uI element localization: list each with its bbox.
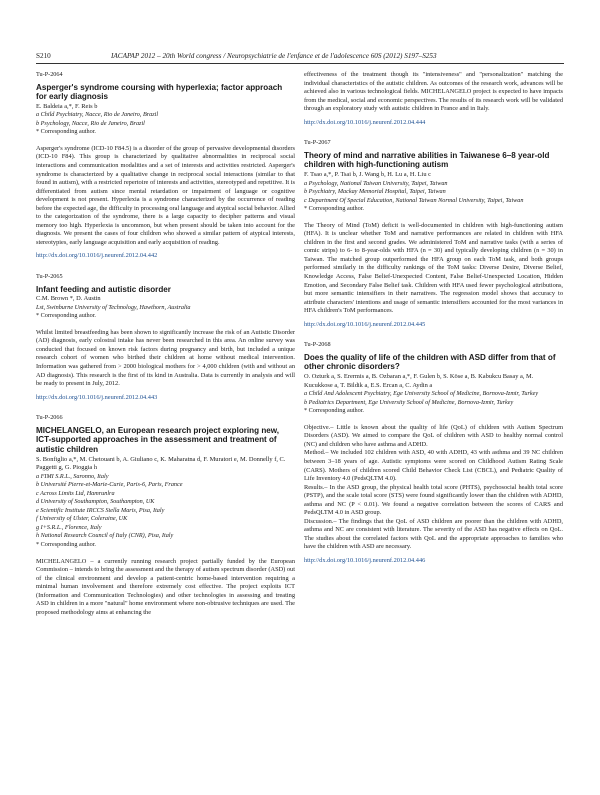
affiliation: Lst, Swinburne University of Technology, Hawthorn, Australia [36,303,191,311]
abstract-code: Tu-P-2068 [304,341,331,349]
doi-link[interactable]: http://dx.doi.org/10.1016/j.neurenf.2012.04.442 [36,252,158,260]
right-column [304,71,563,578]
corresponding-author-note: * Corresponding author. [36,540,96,548]
abstract-code: Tu-P-2067 [304,139,331,147]
abstract-objective: Objective.– Little is known about the quality of life (QoL) of children with Autism Spectrum Disorders (ASD). We aimed to compare the QoL of children with ASD to healthy normal control (NC) and children who have asthma and ADHD. [304,423,563,448]
doi-link[interactable]: http://dx.doi.org/10.1016/j.neurenf.2012.04.444 [304,118,426,126]
abstract-results: Results.– In the ASD group, the physical health total score (PHTS), psychosocial health total score (PSTP), and the scale total score (STS) were found significantly lower than the children with ADHD, asthma and NC (P < 0.01). We found a negative correlation between the scores of CARS and PedsQLTM 4.0 in ASD group. [304,483,563,517]
abstract-authors: O. Ozturk a, S. Erermis a, B. Ozbaran a,*, F. Gulen b, S. Köse a, B. Kabukcu Basay a, M. Kucukkose a, T. Bildik a, E.S. Ercan a, C. Aydin a [304,373,534,389]
abstract-tu-p-2066 [36,414,295,617]
abstract-authors: E. Baldeia a,*, F. Reis b [36,102,98,110]
abstract-body: Whilst limited breastfeeding has been shown to significantly increase the risk of an Autistic Disorder (AD) diagnosis, early colostral intake has never been researched in this area. An online survey was conducted that focused on known risk factors during pregnancy and birth, but included a unique research cohort of women who birthed their children at home without medical intervention. Information was gathered from > 2000 biological mothers for > 4,000 children (with and without an AD diagnosis). This research is the first of its kind in Australia. Data is currently in analysis and will be ready to present in July, 2012. [36,328,295,388]
abstract-title: Infant feeding and autistic disorder [36,284,171,294]
affiliation: b Pediatrics Department, Ege University School of Medicine, Bornova-Izmir, Turkey [304,398,514,406]
abstract-body: effectiveness of the treatment though its "intensiveness" and "personalization" matching the individual characteristics of the autistic children. As outcomes of the research work, advances will be achieved also in various technological fields. MICHELANGELO project is expected to have impacts from the medical, social and economic perspectives. The results of its research work will be validated through an exploratory study with autistic children in France and in Italy. [304,71,563,113]
abstract-title: MICHELANGELO, an European research project exploring new, ICT-supported approaches in the assessment and treatment of autistic children [36,425,280,454]
abstract-method: Method.– We included 102 children with ASD, 40 with ADHD, 43 with asthma and 39 NC children between 3–18 years of age. Autistic symptoms were scored on Childhood Autism Rating Scale (CARS). Mothers of children scored Child Behavior Check List (CBCL), and Pediatric Quality of Life Inventory 4.0 (PedsQLTM 4.0). [304,449,563,483]
affiliation: a Psychology, National Taiwan University, Taipei, Taiwan [304,179,448,187]
affiliation: b Psychiatry, Mackay Memorial Hospital, Taipei, Taiwan [304,188,446,196]
abstract-authors: S. Bonfiglio a,*, M. Chetouani b, A. Giuliano c, K. Maharatna d, F. Muratori e, M. Donnelly f, C. Paggetti g, G. Pioggia h [36,455,286,472]
corresponding-author-note: * Corresponding author. [36,128,96,136]
affiliation: d University of Southampton, Southampton, UK [36,498,155,506]
abstract-code: Tu-P-2066 [36,414,63,422]
header-rule [36,63,564,64]
journal-running-title: IACAPAP 2012 – 20th World congress / Neuropsychiatrie de l'enfance et de l'adolescence 60S (2012) S197–S253 [111,52,437,60]
doi-link[interactable]: http://dx.doi.org/10.1016/j.neurenf.2012.04.446 [304,556,426,564]
abstract-code: Tu-P-2065 [36,273,63,281]
affiliation: c Across Limits Ltd, Hamrunlra [36,489,115,497]
affiliation: e Scientific Institute IRCCS Stella Maris, Pisa, Italy [36,506,165,514]
abstract-authors: F. Tsao a,*, P. Tsai b, J. Wang b, H. Lu a, H. Liu c [304,171,431,179]
corresponding-author-note: * Corresponding author. [36,312,96,320]
abstract-body: The Theory of Mind (ToM) deficit is well-documented in children with high-functioning autism (HFA). It is unclear whether ToM and narrative performances are related in children with HFA children in the first and second grades. We administered ToM and narrative tasks (with a series of comic strips) to 6- to 8-year-olds with HFA (n = 30) and typically developing children (n = 30) in Taiwan. The matched group outperformed the HFA group on each ToM task, and both groups performed similarly in the difficulty rankings of the ToM tasks: Diverse Desire, Diverse Belief, Knowledge Access, False Belief-Unexpected Content, False Belief-Unexpected Location, Hidden Emotion, and Secondary False Belief task. Children with HFA used fewer psychological attributions, but more semantic intensifiers in their narratives. The regression model shows that accuracy to attribute characters' intentions and usage of semantic intensifiers accounted for the most variances in HFA children's ToM performances. [304,221,563,315]
doi-link[interactable]: http://dx.doi.org/10.1016/j.neurenf.2012.04.445 [304,320,426,328]
affiliation: f University of Ulster, Coleraine, UK [36,515,128,523]
affiliation: a Child Psychiatry, Nacce, Rio de Janeiro, Brazil [36,111,159,119]
affiliation: g I+S.R.L., Florence, Italy [36,523,102,531]
affiliation: b Université Pierre-et-Marie-Curie, Paris-6, Paris, France [36,481,183,489]
abstract-body: MICHELANGELO – a currently running research project partially funded by the European Commission – intends to bring the assessment and the therapy of autism spectrum disorder (ASD) out of the clinical environment and develop a patient-centric home-based intervention requiring a minimal human involvement and therefore extremely cost effective. The project exploits ICT (Information and Communication Technologies) and other technologies in assessing and treating ASD in children in a more "natural" home environment where non-obtrusive techniques are used. The proposed methodology aims at enhancing the [36,557,295,616]
page-number: S210 [36,52,51,60]
abstract-title: Asperger's syndrome coursing with hyperlexia; factor approach for early diagnosis [36,82,283,102]
corresponding-author-note: * Corresponding author. [304,205,364,213]
corresponding-author-note: * Corresponding author. [304,407,364,415]
affiliation: b Psychology, Nacce, Rio de Janeiro, Brazil [36,119,145,127]
affiliation: a Child And Adolescent Psychiatry, Ege University School of Medicine, Bornova-Izmir, Turkey [304,390,539,398]
affiliation: c Department Of Special Education, National Taiwan Normal University, Taipei, Taiwan [304,196,524,204]
abstract-body: Asperger's syndrome (ICD-10 F84.5) is a disorder of the group of pervasive developmental disorders (ICD-10 F84). This group is characterized by qualitative abnormalities in reciprocal social interactions and communication modalities and a set of interests and activities restricted. Asperger's syndrome is characterized by a qualitative change in reciprocal social interactions (similar to that found in autism), with a restricted repertoire of interests and activities, stereotyped and repetitive. It is differentiated from autism since mental retardation or impairment of language or cognitive development is not present. Hyperlexia is a syndrome characterized by the occurrence of reading before the expected age, the difficulty in processing oral language and atypical social behavior. Allied to the categorization of the syndrome, there is a large capacity to decipher patterns and visual memory too high. Hyperlexia is uncommon, but when present should be taken into account for the diagnosis. We present the cases of four children who showed a similar pattern of atypical interests, stereotypies, early language acquisition and early acquisition of reading. [36,144,295,246]
abstract-tu-p-2067 [304,139,563,329]
abstract-code: Tu-P-2064 [36,71,63,78]
abstract-authors: C.M. Brown *, D. Austin [36,295,101,303]
doi-link[interactable]: http://dx.doi.org/10.1016/j.neurenf.2012.04.443 [36,393,158,401]
abstract-tu-p-2066-continued [304,71,563,127]
abstract-tu-p-2065 [36,273,295,402]
abstract-title: Theory of mind and narrative abilities in Taiwanese 6–8 year-old children with high-functioning autism [304,150,550,170]
abstract-discussion: Discussion.– The findings that the QoL of ASD children are poorer than the children with ADHD, asthma and NC are consistent with literature. The severity of the ASD has negative effects on QoL. The studies about the correlated factors with QoL and the appropriate approaches to families who have the children with ASD are necessary. [304,517,563,551]
abstract-tu-p-2068 [304,341,563,565]
abstract-tu-p-2064 [36,71,295,261]
affiliation: a FIMI S.R.L., Saronno, Italy [36,472,109,480]
affiliation: h National Research Council of Italy (CNR), Pisa, Italy [36,532,174,540]
abstract-title: Does the quality of life of the children with ASD differ from that of other chronic disorders? [304,352,556,372]
left-column [36,71,295,629]
